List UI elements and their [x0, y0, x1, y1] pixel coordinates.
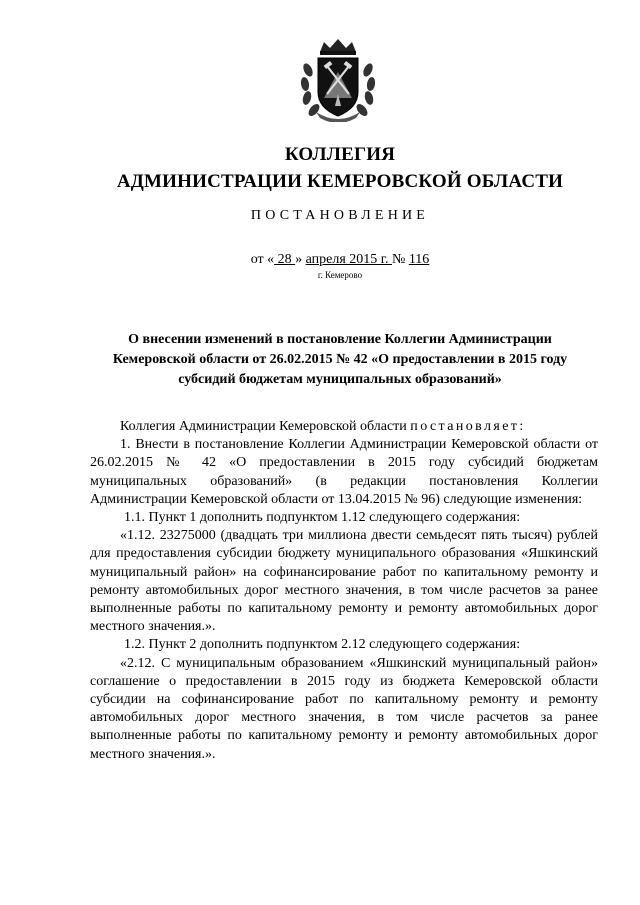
document-body [90, 418, 598, 764]
preamble [90, 418, 598, 436]
kemerovo-coat-of-arms-icon [298, 36, 378, 122]
date-month-year: апреля 2015 г. [305, 252, 392, 267]
title-line2: Кемеровской области от 26.02.2015 № 42 «О предоставлении в 2015 году [112, 352, 568, 367]
title-line1: О внесении изменений в постановление Коллегии Администрации [128, 332, 552, 347]
paragraph-1: 1. Внести в постановление Коллегии Администрации Кемеровской области от 26.02.2015 № 42 «О предоставлении в 2015 году субсидий бюджетам муниципальных образований» (в редакции постановления Коллегии Администрации Кемеровской области от 13.04.2015 № 96) следующие изменения: [90, 437, 598, 507]
preamble-verb: постановляет: [410, 419, 526, 434]
date-mid: » [295, 252, 306, 267]
date-prefix: от « [250, 252, 275, 267]
paragraph-1-2: 1.2. Пункт 2 дополнить подпунктом 2.12 следующего содержания: [124, 637, 521, 653]
paragraph-1-2-text: «2.12. С муниципальным образованием «Яшкинский муниципальный район» соглашение о предоставлении в 2015 году из бюджета Кемеровской области субсидии на софинансирование работ по капитальному ремонту и ремонту автомобильных дорог местного значения, в том числе расчетов за ранее выполненные работы по капитальному ремонту и ремонту автомобильных дорог местного значения.». [90, 655, 598, 762]
organization-name-line1: КОЛЛЕГИЯ [284, 144, 396, 165]
document-title [92, 330, 588, 390]
number-sign: № [391, 252, 409, 267]
city-label: г. Кемерово [317, 270, 363, 280]
preamble-text: Коллегия Администрации Кемеровской области [120, 419, 411, 434]
document-type: ПОСТАНОВЛЕНИЕ [250, 208, 430, 223]
paragraph-1-1-text: «1.12. 23275000 (двадцать три миллиона двести семьдесят пять тысяч) рублей для предоставления субсидии бюджету муниципального образования «Яшкинский муниципальный район» на софинансирование работ по капитальному ремонту и ремонту автомобильных дорог местного значения, в том числе расчетов за ранее выполненные работы по капитальному ремонту и ремонту автомобильных дорог местного значения.». [90, 528, 598, 635]
date-day: 28 [274, 252, 296, 267]
paragraph-1-1: 1.1. Пункт 1 дополнить подпунктом 1.12 следующего содержания: [124, 510, 521, 526]
organization-name-line2: АДМИНИСТРАЦИИ КЕМЕРОВСКОЙ ОБЛАСТИ [116, 171, 564, 192]
title-line3: субсидий бюджетам муниципальных образований» [178, 372, 502, 387]
document-date-number [0, 252, 640, 268]
document-number: 116 [408, 252, 430, 267]
